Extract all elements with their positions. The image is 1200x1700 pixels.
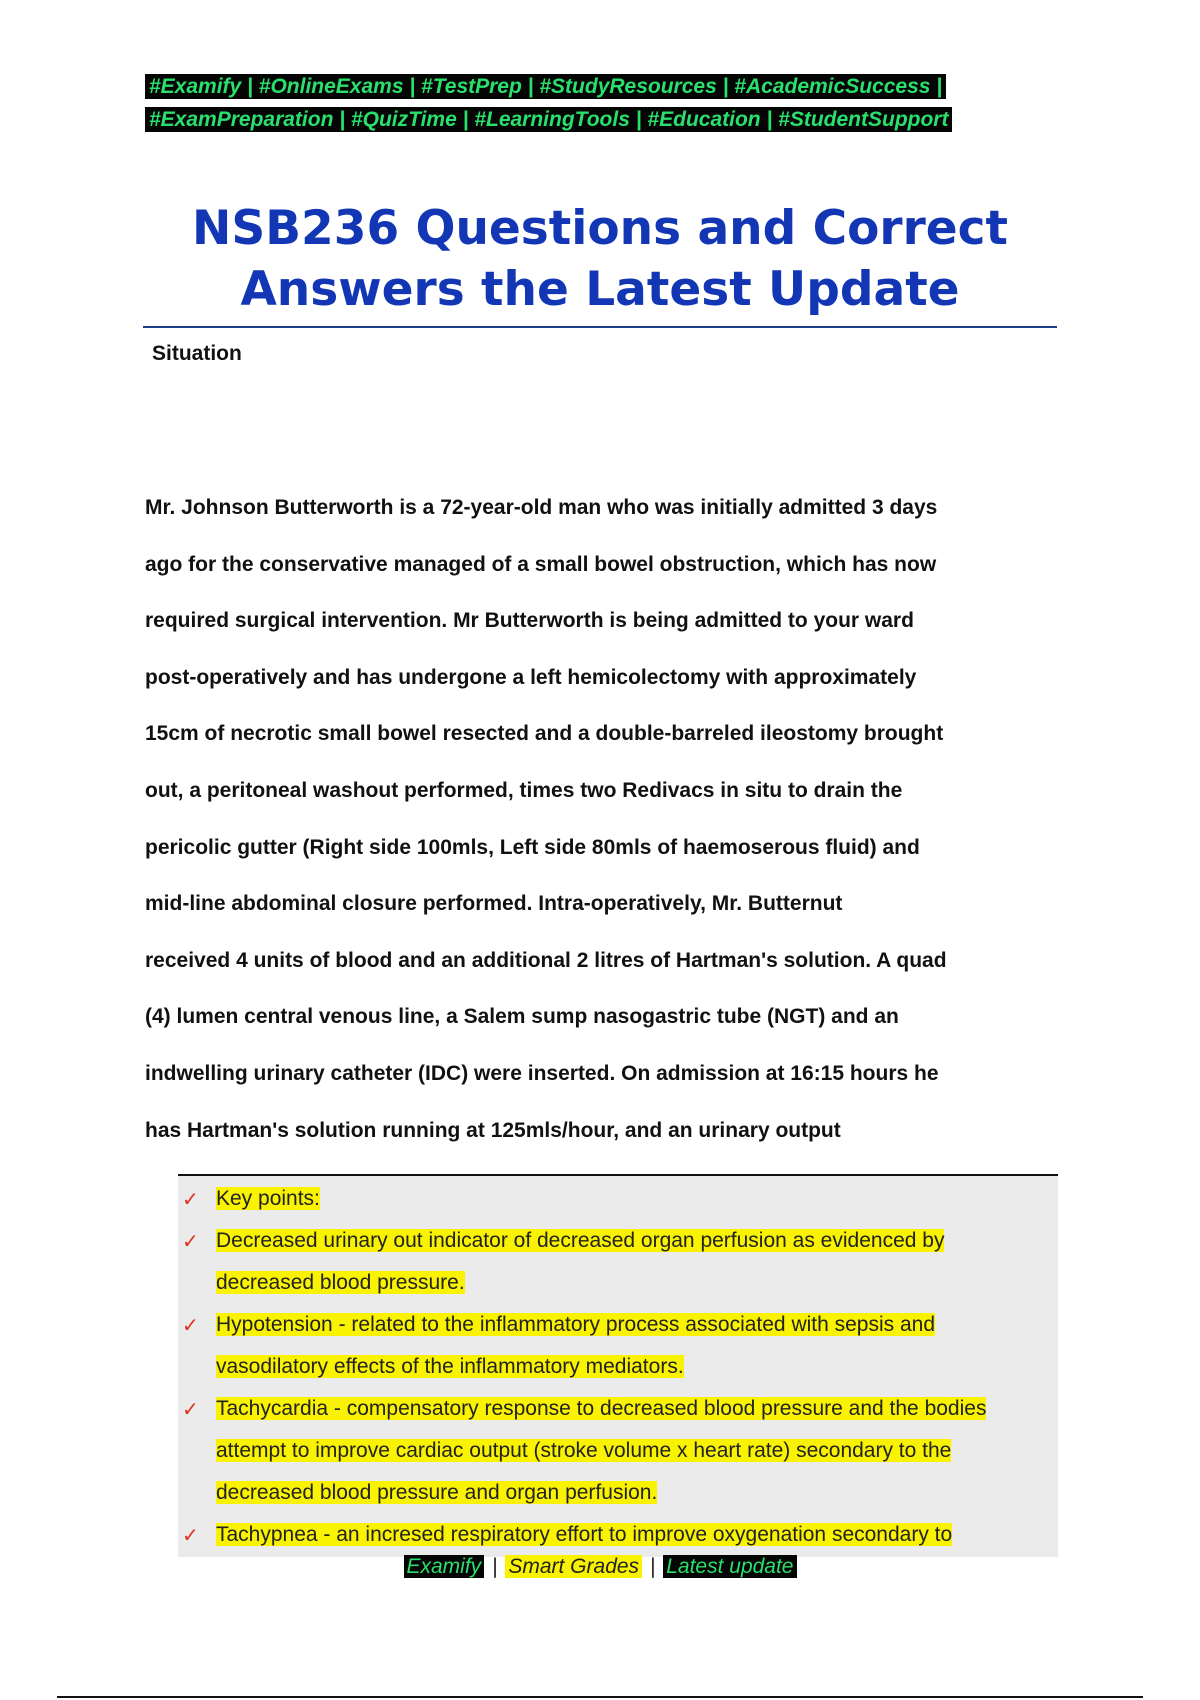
key-point-text: decreased blood pressure and organ perfusion. [216, 1481, 658, 1504]
paragraph-line: pericolic gutter (Right side 100mls, Left side 80mls of haemoserous fluid) and [145, 835, 920, 859]
key-point-text: decreased blood pressure. [216, 1271, 465, 1294]
paragraph-line: post-operatively and has undergone a left hemicolectomy with approximately [145, 665, 917, 689]
checkmark-icon: ✓ [182, 1523, 199, 1547]
page-title-line-2: Answers the Latest Update [240, 262, 960, 317]
page-title-line-1: NSB236 Questions and Correct [192, 201, 1008, 256]
title-divider [143, 326, 1057, 328]
footer-separator: | [649, 1555, 656, 1578]
checkmark-icon: ✓ [182, 1397, 199, 1421]
paragraph-line: Mr. Johnson Butterworth is a 72-year-old man who was initially admitted 3 days [145, 496, 938, 519]
hashtag-banner [145, 70, 1055, 136]
paragraph-line: 15cm of necrotic small bowel resected and a double-barreled ileostomy brought [145, 722, 944, 746]
key-point-text: Tachycardia - compensatory response to decreased blood pressure and the bodies [216, 1397, 987, 1420]
hashtag-row-2: #ExamPreparation | #QuizTime | #LearningTools | #Education | #StudentSupport [145, 107, 952, 132]
bottom-divider [57, 1696, 1143, 1698]
checkmark-icon: ✓ [182, 1313, 199, 1337]
paragraph-line: mid-line abdominal closure performed. Intra-operatively, Mr. Butternut [145, 892, 843, 916]
footer-tail: Latest update [663, 1555, 796, 1578]
footer-middle: Smart Grades [505, 1555, 642, 1578]
situation-paragraph [145, 480, 1060, 1159]
page-title [145, 198, 1055, 320]
paragraph-line: has Hartman's solution running at 125mls/hour, and an urinary output [145, 1118, 841, 1142]
situation-heading: Situation [152, 342, 242, 365]
footer-separator: | [492, 1555, 498, 1578]
page-footer [0, 1552, 1200, 1582]
key-points-box [178, 1174, 1058, 1557]
hashtag-row-1: #Examify | #OnlineExams | #TestPrep | #StudyResources | #AcademicSuccess | [145, 74, 946, 99]
key-point-text: Decreased urinary out indicator of decreased organ perfusion as evidenced by [216, 1229, 945, 1252]
key-point-text: Hypotension - related to the inflammatory process associated with sepsis and [216, 1313, 936, 1336]
paragraph-line: required surgical intervention. Mr Butterworth is being admitted to your ward [145, 609, 914, 633]
key-point-text: vasodilatory effects of the inflammatory mediators. [216, 1355, 684, 1378]
key-points-heading: Key points: [216, 1187, 320, 1210]
paragraph-line: ago for the conservative managed of a small bowel obstruction, which has now [145, 552, 937, 576]
key-point-text: Tachypnea - an incresed respiratory effort to improve oxygenation secondary to [216, 1523, 953, 1546]
paragraph-line: received 4 units of blood and an additional 2 litres of Hartman's solution. A quad [145, 948, 947, 972]
key-point-text: attempt to improve cardiac output (stroke volume x heart rate) secondary to the [216, 1439, 952, 1462]
paragraph-line: out, a peritoneal washout performed, times two Redivacs in situ to drain the [145, 778, 903, 802]
checkmark-icon: ✓ [182, 1187, 199, 1211]
checkmark-icon: ✓ [182, 1229, 199, 1253]
paragraph-line: indwelling urinary catheter (IDC) were inserted. On admission at 16:15 hours he [145, 1061, 939, 1085]
footer-brand: Examify [404, 1555, 485, 1578]
paragraph-line: (4) lumen central venous line, a Salem sump nasogastric tube (NGT) and an [145, 1005, 899, 1029]
